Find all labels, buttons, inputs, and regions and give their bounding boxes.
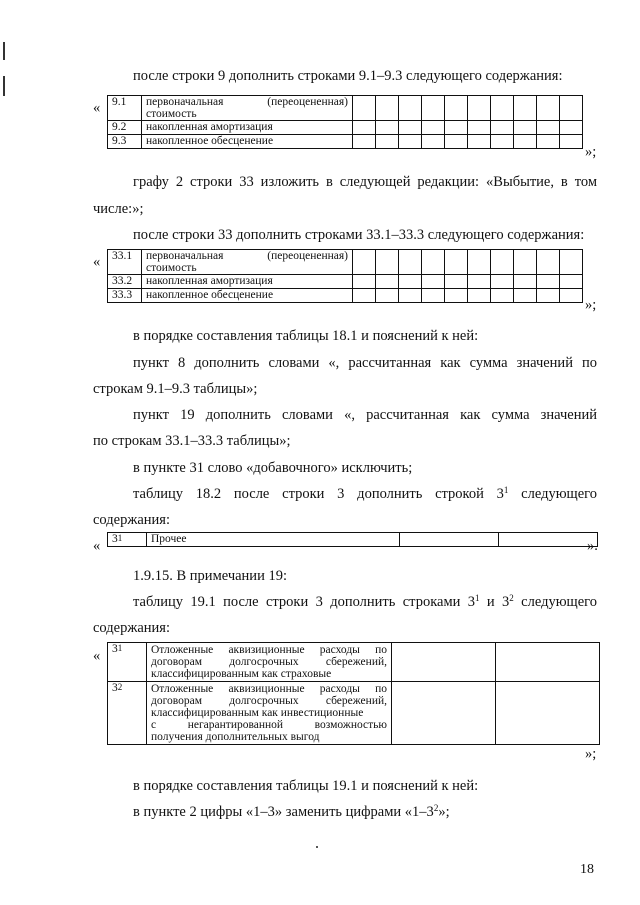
row-label [147,643,392,682]
row-label-line: Отложенные аквизиционные расходы по [151,683,387,695]
paragraph: содержания: [93,512,171,528]
close-quote: ». [587,538,598,554]
blank-cell [422,289,445,303]
row-label-line: договорам долгосрочных сбережений, [151,656,387,668]
blank-cell [468,250,491,275]
row-label-line: классифицированным как страховые [151,668,332,680]
blank-cell [560,250,583,275]
text-run: таблицу 18.2 после строки 3 дополнить строкой 3 [133,486,504,502]
row-label: накопленное обесценение [142,135,353,149]
row-number: $3^1$ [108,643,147,682]
row-label: накопленная амортизация [142,275,353,289]
table-row [108,643,600,682]
row-label-line: договорам долгосрочных сбережений, [151,695,387,707]
blank-cell [399,289,422,303]
row-label-line: первоначальная (переоцененная) [146,250,348,262]
paragraph: числе:»; [93,201,144,217]
row-label: накопленная амортизация [142,121,353,135]
row-label-line: стоимость [146,108,197,120]
paragraph: по строкам 33.1–33.3 таблицы»; [93,433,291,449]
blank-cell [392,682,496,745]
blank-cell [514,275,537,289]
open-quote: « [93,254,101,270]
row-number: 33.3 [108,289,142,303]
blank-cell [445,275,468,289]
blank-cell [491,121,514,135]
superscript: 1 [475,593,480,603]
superscript: 2 [433,803,439,813]
blank-cell [560,275,583,289]
blank-cell [376,289,399,303]
blank-cell [537,250,560,275]
row-label [142,96,353,121]
row-label: накопленное обесценение [142,289,353,303]
blank-cell [537,96,560,121]
blank-cell [353,275,376,289]
row-number: 33.2 [108,275,142,289]
row-number: $3^2$ [108,682,147,745]
table-rows-33 [107,249,583,303]
blank-cell [491,250,514,275]
blank-cell [392,643,496,682]
blank-cell [496,643,600,682]
blank-cell [353,96,376,121]
blank-cell [353,121,376,135]
blank-cell [399,96,422,121]
table-row [108,275,583,289]
blank-cell [353,250,376,275]
blank-cell [445,135,468,149]
row-number: 9.3 [108,135,142,149]
blank-cell [560,96,583,121]
paragraph: в порядке составления таблицы 19.1 и пояснений к ней: [133,778,479,794]
blank-cell [353,135,376,149]
blank-cell [422,121,445,135]
blank-cell [399,121,422,135]
text-run: следующего [508,486,597,502]
blank-cell [468,275,491,289]
paragraph: 1.9.15. В примечании 19: [133,568,287,584]
blank-cell [491,135,514,149]
superscript: 1 [503,485,509,495]
margin-mark [3,42,5,60]
open-quote: « [93,100,101,116]
open-quote: « [93,538,101,554]
table-row [108,289,583,303]
paragraph: в порядке составления таблицы 18.1 и пояснений к ней: [133,328,479,344]
page-number: 18 [580,862,594,877]
blank-cell [400,533,499,547]
blank-cell [445,121,468,135]
close-quote: »; [585,746,597,762]
blank-cell [499,533,598,547]
superscript: 1 [117,643,123,653]
paragraph [133,593,597,611]
row-label [142,250,353,275]
blank-cell [491,96,514,121]
paragraph: пункт 8 дополнить словами «, рассчитанная как сумма значений по [133,355,597,371]
row-label [147,682,392,745]
blank-cell [560,289,583,303]
paragraph: после строки 9 дополнить строками 9.1–9.3 следующего содержания: [133,68,563,84]
text-run: следующего [513,594,597,610]
row-number: $3^1$ [108,533,147,547]
close-quote: »; [585,144,597,160]
close-quote: »; [585,297,597,313]
blank-cell [376,121,399,135]
table-rows-9 [107,95,583,149]
blank-cell [445,96,468,121]
blank-cell [491,289,514,303]
row-number: 9.2 [108,121,142,135]
paragraph [133,485,597,503]
blank-cell [422,96,445,121]
blank-cell [468,289,491,303]
superscript: 1 [117,533,123,543]
table-rows-3-1-3-2 [107,642,600,745]
blank-cell [560,135,583,149]
table-row-3-1 [107,532,598,547]
row-label-line: стоимость [146,262,197,274]
paragraph: графу 2 строки 33 изложить в следующей редакции: «Выбытие, в том [133,174,597,190]
blank-cell [496,682,600,745]
paragraph: строкам 9.1–9.3 таблицы»; [93,381,258,397]
blank-cell [560,121,583,135]
paragraph: пункт 19 дополнить словами «, рассчитанная как сумма значений [133,407,597,423]
paragraph: содержания: [93,620,171,636]
row-label: Прочее [147,533,400,547]
blank-cell [422,275,445,289]
blank-cell [422,135,445,149]
blank-cell [445,250,468,275]
paragraph: в пункте 31 слово «добавочного» исключить; [133,460,413,476]
speck [316,846,318,848]
blank-cell [399,250,422,275]
blank-cell [537,121,560,135]
blank-cell [353,289,376,303]
blank-cell [468,96,491,121]
blank-cell [491,275,514,289]
blank-cell [537,135,560,149]
text-run: »; [438,804,450,820]
text-run: в пункте 2 цифры «1–3» заменить цифрами «1–3 [133,804,434,820]
superscript: 2 [509,593,514,603]
blank-cell [537,275,560,289]
blank-cell [468,121,491,135]
row-label-line: классифицированным как инвестиционные [151,707,364,719]
table-row [108,96,583,121]
table-row [108,533,598,547]
superscript: 2 [117,682,123,692]
row-label-line: получения дополнительных выгод [151,731,320,743]
row-label-line: с негарантированной возможностью [151,719,387,731]
blank-cell [514,96,537,121]
table-row [108,121,583,135]
open-quote: « [93,648,101,664]
blank-cell [376,135,399,149]
paragraph: после строки 33 дополнить строками 33.1–33.3 следующего содержания: [133,227,585,243]
blank-cell [514,135,537,149]
blank-cell [514,250,537,275]
row-label-line: первоначальная (переоцененная) [146,96,348,108]
table-row [108,250,583,275]
text-run: и 3 [479,594,510,610]
blank-cell [376,275,399,289]
blank-cell [399,135,422,149]
row-label-line: Отложенные аквизиционные расходы по [151,644,387,656]
blank-cell [376,96,399,121]
text-run: таблицу 19.1 после строки 3 дополнить строками 3 [133,594,476,610]
table-row [108,682,600,745]
margin-mark [3,76,5,96]
table-row [108,135,583,149]
paragraph [133,803,450,821]
blank-cell [537,289,560,303]
blank-cell [422,250,445,275]
row-number: 33.1 [108,250,142,275]
blank-cell [514,121,537,135]
blank-cell [399,275,422,289]
blank-cell [445,289,468,303]
blank-cell [468,135,491,149]
blank-cell [376,250,399,275]
row-number: 9.1 [108,96,142,121]
blank-cell [514,289,537,303]
